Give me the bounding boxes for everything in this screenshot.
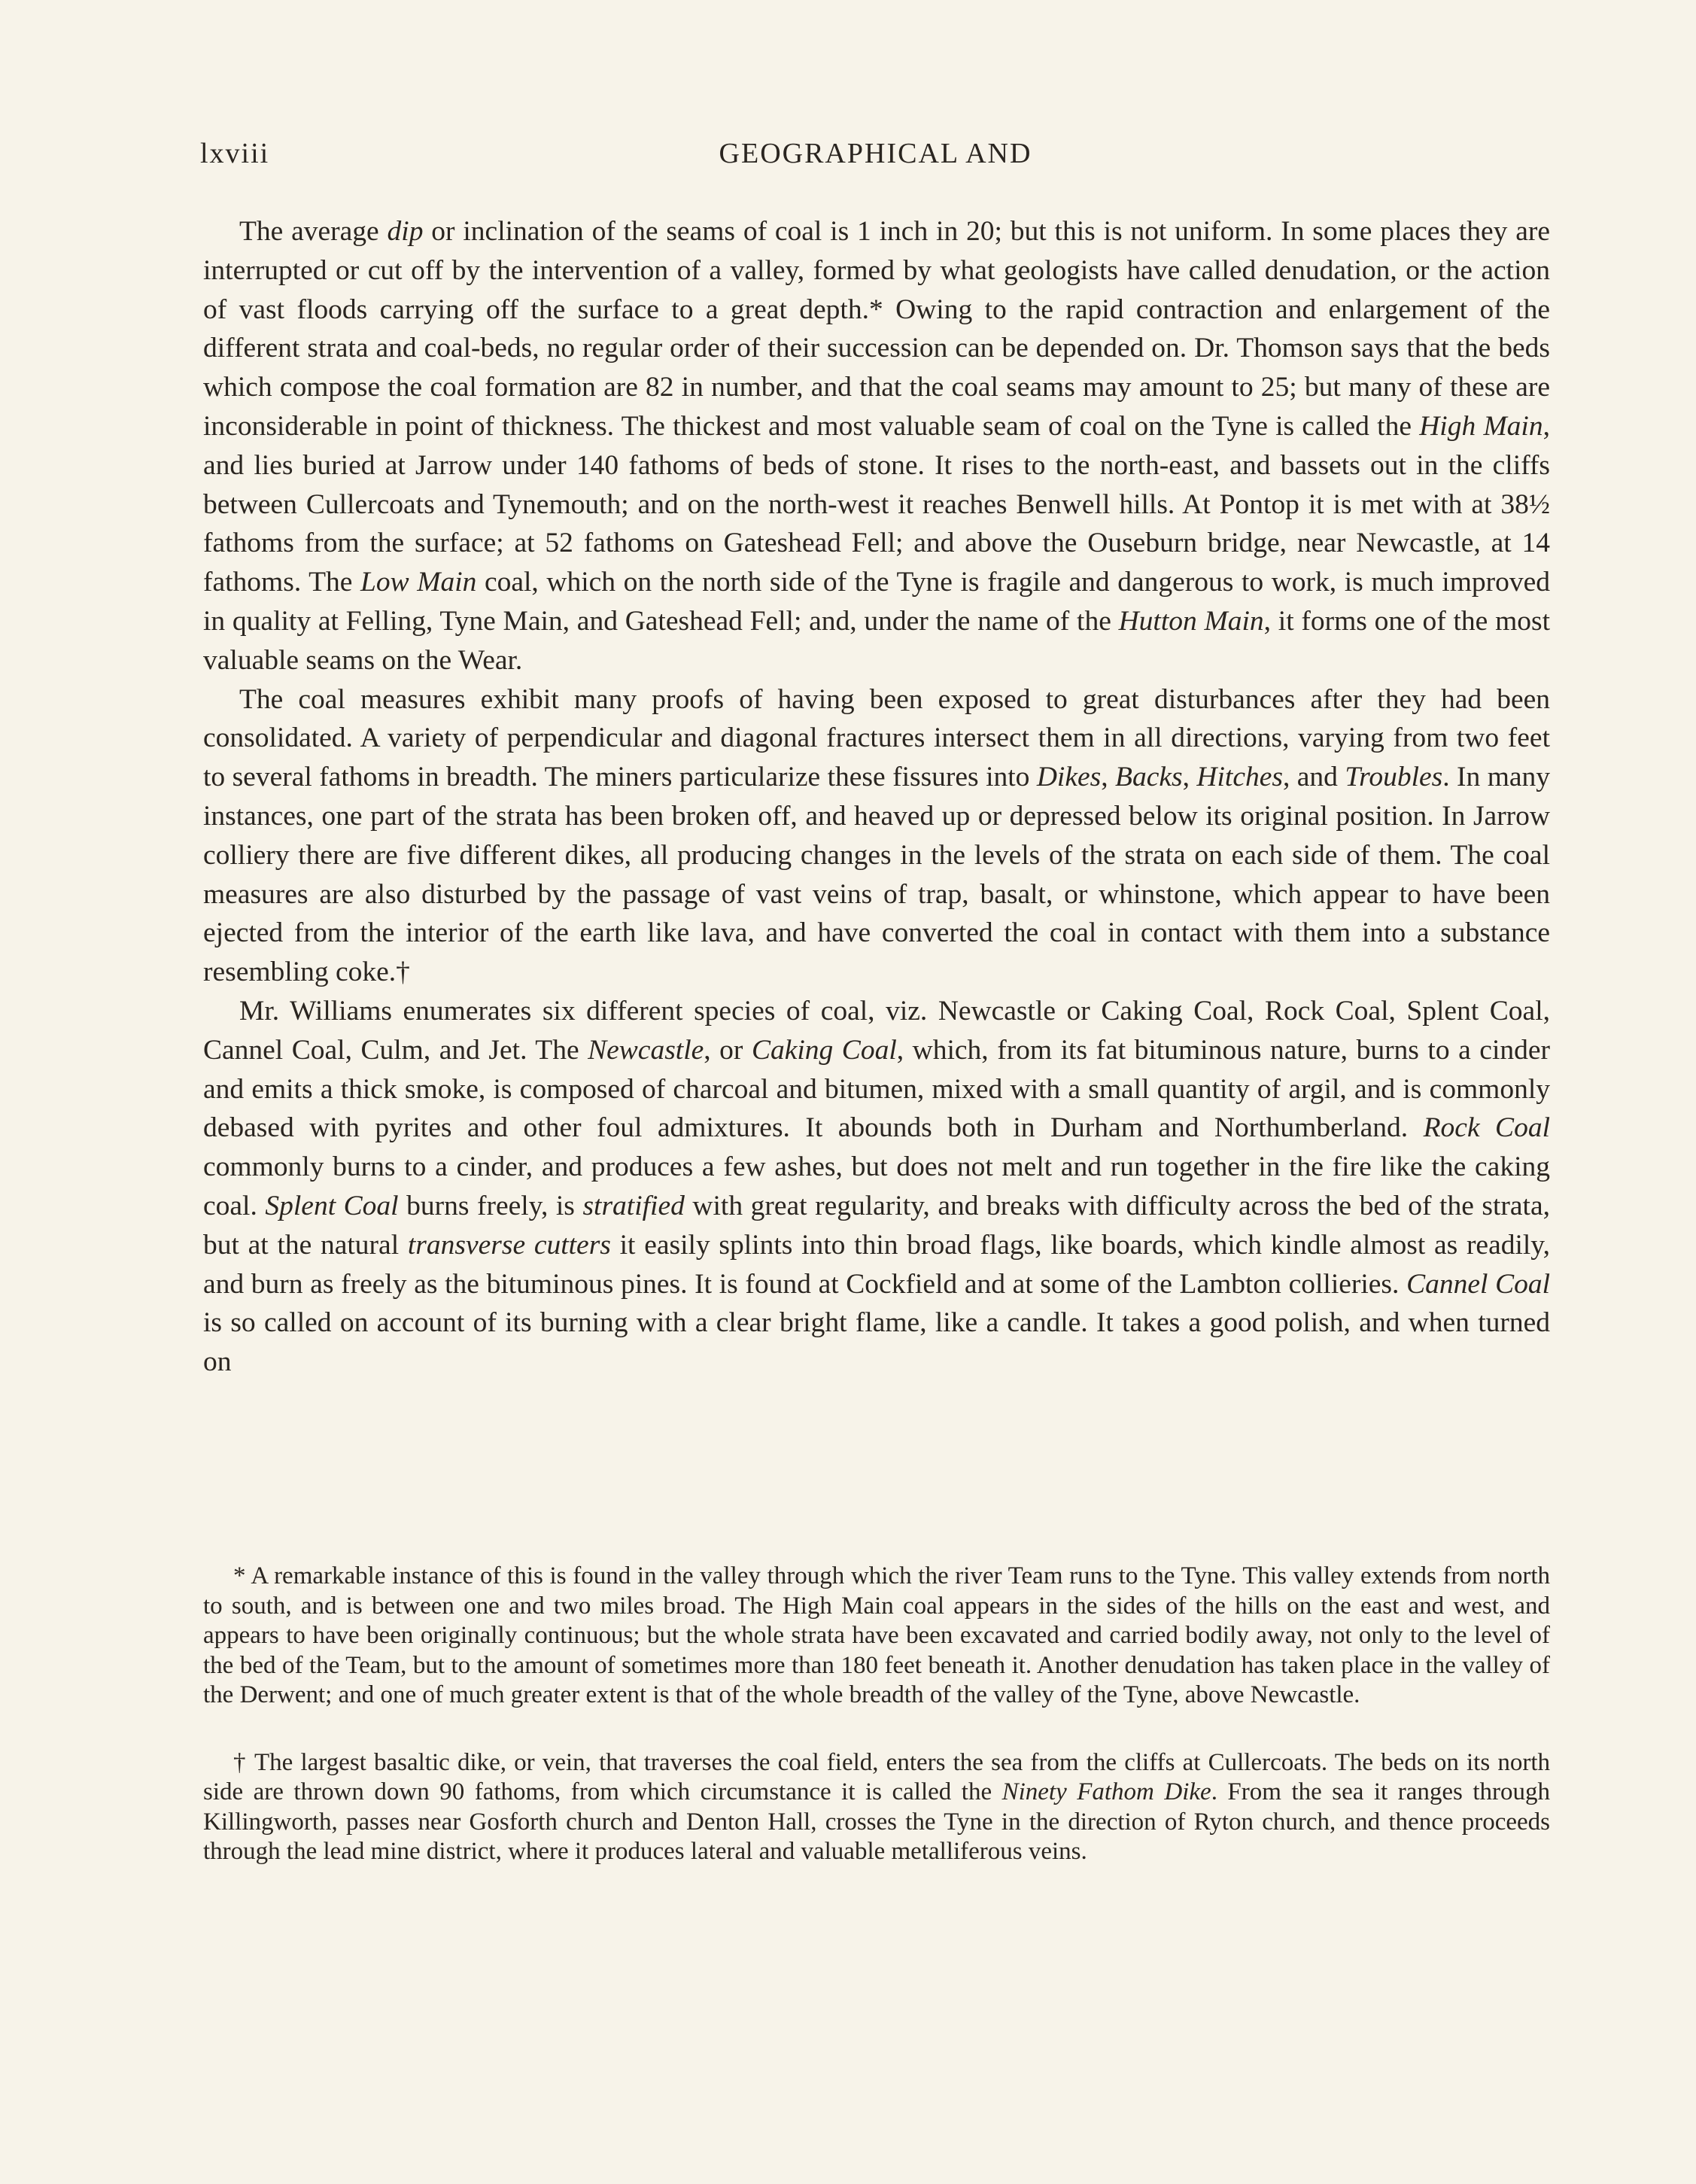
- text-run: * A remarkable instance of this is found in the valley through which the river Team runs to the Tyne. This valley extends from north to south, and is between one and two miles broad. The High Main coal appears in the sides of the hills on the east and west, and appears to have been originally continuous; but the whole strata have been excavated and carried bodily away, not only to the level of the bed of the Team, but to the amount of sometimes more than 180 feet beneath it. Another denudation has taken place in the valley of the Derwent; and one of much greater extent is that of the whole breadth of the valley of the Tyne, above Newcastle.: [203, 1562, 1550, 1708]
- text-run: The coal measures exhibit many proofs of having been exposed to great disturbances after they had been consolidated. A variety of perpendicular and diagonal fractures intersect them in all directions, varying from two feet to several fathoms in breadth. The miners particularize these fissures into: [203, 683, 1550, 793]
- text-run: Mr. Williams enumerates six different species of coal, viz. Newcastle or Caking Coal, Rock Coal, Splent Coal, Cannel Coal, Culm, and Jet. The: [203, 995, 1550, 1066]
- text-run: commonly burns to a cinder, and produces a few ashes, but does not melt and run together in the fire like the caking coal.: [203, 1151, 1550, 1221]
- italic-text: High Main: [1419, 410, 1543, 442]
- text-run: † The largest basaltic dike, or vein, that traverses the coal field, enters the sea from the cliffs at Cullercoats. The beds on its north side are thrown down 90 fathoms, from which circumstance it is called the: [203, 1748, 1550, 1805]
- page-header: [200, 137, 1551, 182]
- text-run: The average: [239, 216, 388, 247]
- italic-text: Caking Coal: [751, 1034, 897, 1066]
- italic-text: Newcastle: [588, 1034, 704, 1066]
- italic-text: stratified: [582, 1190, 685, 1221]
- text-run: ,: [1182, 762, 1197, 793]
- italic-text: Cannel Coal: [1406, 1268, 1550, 1300]
- italic-text: Low Main: [360, 567, 477, 598]
- footnote: [203, 1562, 1550, 1711]
- text-run: it easily splints into thin broad flags, like boards, which kindle almost as readily, and burn as freely as the bituminous pines. It is found at Cockfield and at some of the Lambton collieries.: [203, 1229, 1550, 1300]
- text-run: , it forms one of the most valuable seams on the Wear.: [203, 605, 1550, 676]
- text-run: burns freely, is: [398, 1190, 583, 1221]
- italic-text: Rock Coal: [1423, 1112, 1550, 1144]
- footnote: [203, 1748, 1550, 1867]
- italic-text: Dikes: [1036, 762, 1102, 793]
- italic-text: Backs: [1115, 762, 1183, 793]
- running-head: GEOGRAPHICAL AND: [719, 138, 1032, 169]
- body-text: [203, 212, 1550, 1382]
- italic-text: transverse cutters: [407, 1229, 611, 1261]
- folio-page-number: lxviii: [200, 138, 270, 169]
- text-run: , and lies buried at Jarrow under 140 fathoms of beds of stone. It rises to the north-east, and bassets out in the cliffs between Cullercoats and Tynemouth; and on the north-west it reaches Benwell hills. At Pontop it is met with at 38½ fathoms from the surface; at 52 fathoms on Gateshead Fell; and above the Ouseburn bridge, near Newcastle, at 14 fathoms. The: [203, 410, 1550, 598]
- text-run: with great regularity, and breaks with difficulty across the bed of the strata, but at the natural: [203, 1190, 1550, 1261]
- text-run: coal, which on the north side of the Tyne is fragile and dangerous to work, is much improved in quality at Felling, Tyne Main, and Gateshead Fell; and, under the name of the: [203, 567, 1550, 637]
- italic-text: dip: [387, 216, 424, 247]
- italic-text: Troubles: [1345, 762, 1443, 793]
- italic-text: Splent Coal: [265, 1190, 399, 1221]
- text-run: , and: [1282, 762, 1345, 793]
- italic-text: Ninety Fathom Dike: [1001, 1778, 1211, 1805]
- text-run: is so called on account of its burning with a clear bright flame, like a candle. It takes a good polish, and when turned on: [203, 1307, 1550, 1378]
- text-run: , which, from its fat bituminous nature, burns to a cinder and emits a thick smoke, is composed of charcoal and bitumen, mixed with a small quantity of argil, and is commonly debased with pyrites and other foul admixtures. It abounds both in Durham and Northumberland.: [203, 1034, 1550, 1144]
- paragraph: [203, 212, 1550, 680]
- text-run: , or: [704, 1034, 752, 1066]
- text-run: ,: [1101, 762, 1116, 793]
- footnotes: [203, 1562, 1550, 1867]
- text-run: . From the sea it ranges through Killingworth, passes near Gosforth church and Denton Hall, crosses the Tyne in the direction of Ryton church, and thence proceeds through the lead mine district, where it produces lateral and valuable metalliferous veins.: [203, 1778, 1550, 1865]
- paragraph: [203, 680, 1550, 992]
- italic-text: Hitches: [1196, 762, 1283, 793]
- text-run: . In many instances, one part of the strata has been broken off, and heaved up or depressed below its original position. In Jarrow colliery there are five different dikes, all producing changes in the levels of the strata on each side of them. The coal measures are also disturbed by the passage of vast veins of trap, basalt, or whinstone, which appear to have been ejected from the interior of the earth like lava, and have converted the coal in contact with them into a substance resembling coke.†: [203, 762, 1551, 988]
- text-run: or inclination of the seams of coal is 1 inch in 20; but this is not uniform. In some places they are interrupted or cut off by the intervention of a valley, formed by what geologists have called denudation, or the action of vast floods carrying off the surface to a great depth.* Owing to the rapid contraction and enlargement of the different strata and coal-beds, no regular order of their succession can be depended on. Dr. Thomson says that the beds which compose the coal formation are 82 in number, and that the coal seams may amount to 25; but many of these are inconsiderable in point of thickness. The thickest and most valuable seam of coal on the Tyne is called the: [203, 216, 1550, 442]
- italic-text: Hutton Main: [1118, 605, 1264, 637]
- paragraph: [203, 992, 1550, 1382]
